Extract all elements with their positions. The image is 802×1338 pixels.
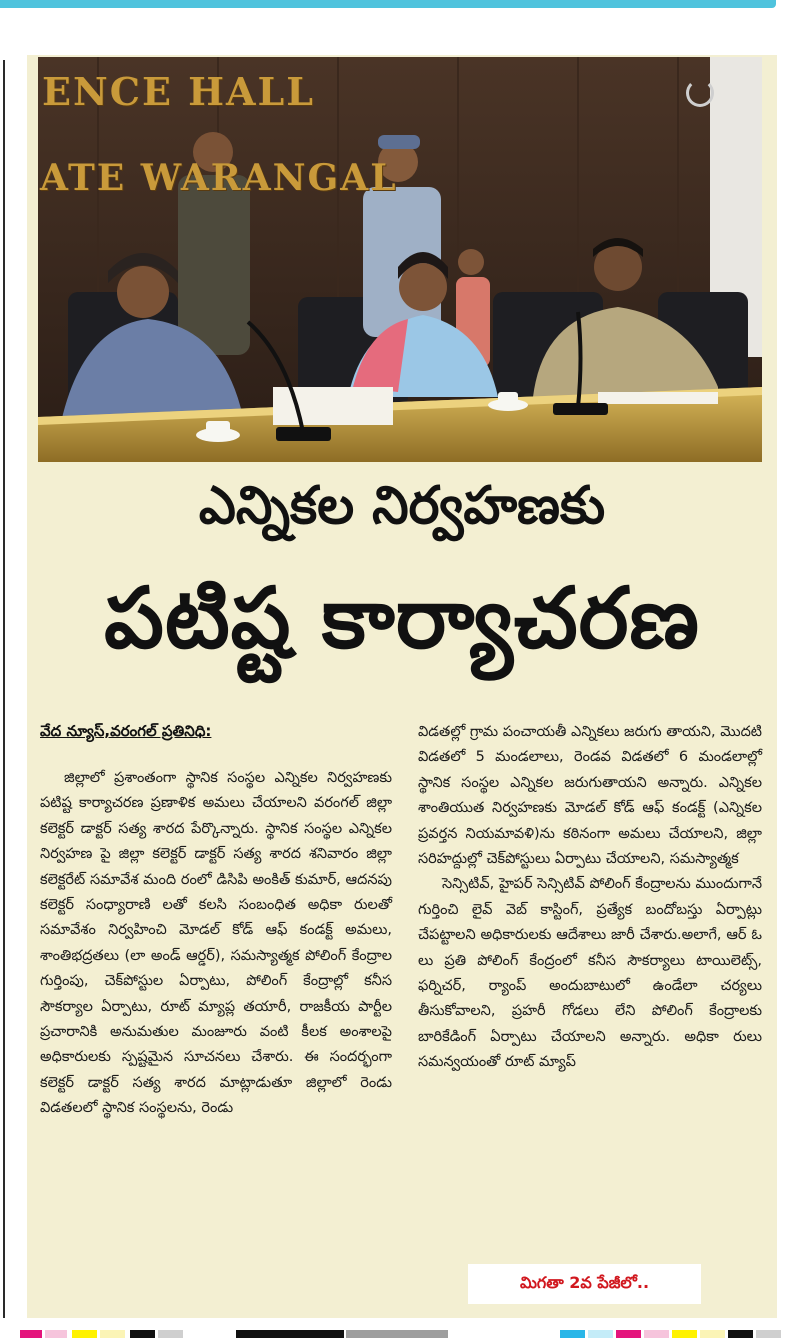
article-column-right — [418, 720, 762, 1076]
registration-mark — [560, 1330, 585, 1338]
registration-mark — [100, 1330, 125, 1338]
byline: వేద న్యూస్,వరంగల్ ప్రతినిధి: — [40, 722, 212, 740]
registration-mark — [644, 1330, 669, 1338]
registration-mark — [756, 1330, 781, 1338]
registration-mark — [158, 1330, 183, 1338]
column-rule — [3, 60, 5, 1318]
headline-line2: పటిష్ట కార్యాచరణ — [104, 569, 700, 667]
meeting-photo-illustration — [38, 57, 762, 462]
headline-line1: ఎన్నికల నిర్వహణకు — [198, 476, 606, 536]
registration-mark — [236, 1330, 344, 1338]
article-paragraph: సెన్సిటివ్, హైపర్ సెన్సిటివ్ పోలింగ్ కేంద్రాలను ముందుగానే గుర్తించి లైవ్ వెబ్ కాస్టింగ్, ప్రత్యేక బందోబస్తు ఏర్పాట్లు చేపట్టాలని అధికారులకు ఆదేశాలు జారీ చేశారు.అలాగే, ఆర్ ఓ లు ప్రతి పోలింగ్ కేంద్రంలో కనీస సౌకర్యాలు టాయిలెట్స్, ఫర్నిచర్, ర్యాంప్ అందుబాటులో ఉండేలా చర్యలు తీసుకోవాలని, ప్రహరీ గోడలు లేని పోలింగ్ కేంద్రాలకు బారికేడింగ్ ఏర్పాటు చేయాలని అన్నారు. అధికా రులు సమన్వయంతో రూట్ మ్యాప్ — [418, 876, 762, 1071]
wall-hook-icon — [686, 79, 714, 107]
registration-mark — [700, 1330, 725, 1338]
article-column-left — [40, 766, 392, 1122]
registration-mark — [346, 1330, 448, 1338]
news-photo — [38, 57, 762, 462]
article-paragraph: జిల్లాలో ప్రశాంతంగా స్థానిక సంస్థల ఎన్నికల నిర్వహణకు పటిష్ట కార్యాచరణ ప్రణాళిక అమలు చేయాలని వరంగల్ జిల్లా కలెక్టర్ డాక్టర్ సత్య శారద పేర్కొన్నారు. స్థానిక సంస్థల ఎన్నికల నిర్వహణ పై జిల్లా కలెక్టర్ డాక్టర్ సత్య శారద శనివారం జిల్లా కలెక్టరేట్ సమావేశ మంది రంలో డిసిపి అంకిత్ కుమార్, ఆదనపు కలెక్టర్ సంధ్యారాణి లతో కలసి సంబంధిత అధికా రులతో సమావేశం నిర్వహించి మోడల్ కోడ్ ఆఫ్ కండక్ట్ అమలు, శాంతిభద్రతలు (లా అండ్ ఆర్డర్), సమస్యాత్మక పోలింగ్ కేంద్రాల గుర్తింపు, చెక్‌పోస్టుల ఏర్పాటు, పోలింగ్ కేంద్రాల్లో కనీస సౌకర్యాల ఏర్పాటు, రూట్ మ్యాప్ల తయారీ, రాజకీయ పార్టీల ప్రచారానికి అనుమతుల మంజూరు వంటి కీలక అంశాలపై అధికారులకు స్పష్టమైన సూచనలు చేశారు. ఈ సందర్భంగా కలెక్టర్ డాక్టర్ సత్య శారద మాట్లాడుతూ జిల్లాలో రెండు విడతలలో స్థానిక సంస్థలను, రెండు — [40, 770, 392, 1117]
registration-mark — [588, 1330, 613, 1338]
hall-sign-line1: ENCE HALL — [42, 69, 315, 114]
registration-mark — [616, 1330, 641, 1338]
article-paragraph: విడతల్లో గ్రామ పంచాయతీ ఎన్నికలు జరుగు తాయని, మొదటి విడతలో 5 మండలాలు, రెండవ విడతలో 6 మండలాల్లో స్థానిక సంస్థల ఎన్నికల జరుగుతాయని అన్నారు. ఎన్నికల శాంతియుత నిర్వహణకు మోడల్ కోడ్ ఆఫ్ కండక్ట్ (ఎన్నికల ప్రవర్తన నియమావళి)ను కఠినంగా అమలు చేయాలని, జిల్లా సరిహద్దుల్లో చెక్‌పోస్టులు ఏర్పాటు చేయాలని, సమస్యాత్మక — [418, 724, 762, 868]
registration-mark — [672, 1330, 697, 1338]
hall-sign-line2: ATE WARANGAL — [40, 157, 398, 199]
registration-mark — [130, 1330, 155, 1338]
continued-on-page-label: మిగతా 2వ పేజీలో.. — [468, 1264, 701, 1304]
top-accent-bar — [0, 0, 776, 8]
registration-mark — [728, 1330, 753, 1338]
registration-mark — [20, 1330, 42, 1338]
registration-mark — [72, 1330, 97, 1338]
registration-mark — [45, 1330, 67, 1338]
